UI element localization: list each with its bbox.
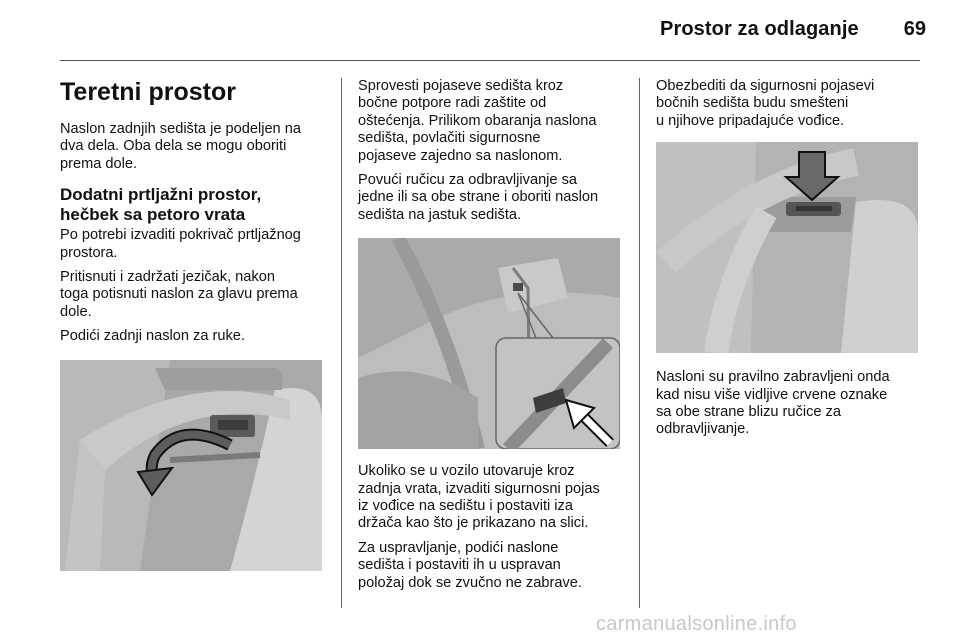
figure-headrest-armrest [60, 360, 322, 571]
page-number: 69 [903, 18, 926, 40]
paragraph: Pritisnuti i zadržati jezičak, nakon toga potisnuti naslon za glavu prema dole. [60, 269, 298, 320]
paragraph: Sprovesti pojaseve sedišta kroz bočne potpore radi zaštite od oštećenja. Prilikom obaranja naslona sedišta, povlačiti sigurnosne pojaseve zajedno sa naslonom. [358, 78, 597, 164]
figure-seat-release [358, 238, 620, 449]
subsection-heading: Dodatni prtljažni prostor, hečbek sa petoro vrata [60, 185, 262, 225]
figure-belt-guide [656, 142, 918, 353]
section-heading: Teretni prostor [60, 78, 236, 106]
paragraph: Obezbediti da sigurnosni pojasevi bočnih sedišta budu smešteni u njihove pripadajuće vođice. [656, 78, 875, 129]
paragraph: Po potrebi izvaditi pokrivač prtljažnog prostora. [60, 227, 301, 261]
paragraph: Ukoliko se u vozilo utovaruje kroz zadnja vrata, izvaditi sigurnosni pojas iz vođice na sedištu i postaviti iza držača kao što je prikazano na slici. [358, 463, 600, 532]
paragraph: Nasloni su pravilno zabravljeni onda kad nisu više vidljive crvene oznake sa obe strane blizu ručice za odbravljivanje. [656, 369, 890, 438]
header-rule [60, 60, 920, 61]
column-2 [358, 78, 624, 599]
column-1 [60, 78, 326, 585]
paragraph: Za uspravljanje, podići naslone sedišta i postaviti ih u uspravan položaj dok se zvučno ne zabrave. [358, 539, 582, 591]
column-3 [656, 78, 922, 446]
header-title: Prostor za odlaganje [660, 18, 859, 40]
column-divider [639, 78, 640, 608]
paragraph: Povući ručicu za odbravljivanje sa jedne ili sa obe strane i oboriti naslon sedišta na jastuk sedišta. [358, 172, 599, 223]
paragraph: Naslon zadnjih sedišta je podeljen na dva dela. Oba dela se mogu oboriti prema dole. [60, 121, 301, 172]
paragraph: Podići zadnji naslon za ruke. [60, 328, 245, 345]
column-divider [341, 78, 342, 608]
watermark: carmanualsonline.info [596, 613, 797, 635]
